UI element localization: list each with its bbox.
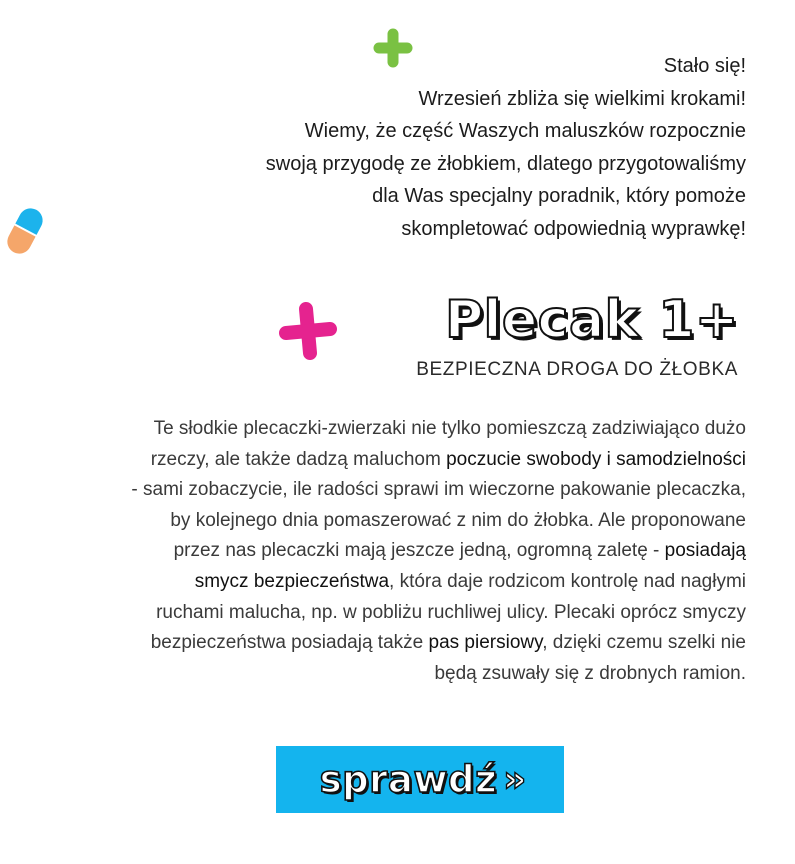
description-text: będą zsuwały się z drobnych ramion. [434,662,746,684]
description-line [26,506,746,537]
description-line [26,628,746,659]
pink-plus-icon [277,300,339,362]
description-text: ruchami malucha, np. w pobliżu ruchliwej ulicy. Plecaki oprócz smyczy [156,601,746,623]
description-text: - sami zobaczycie, ile radości sprawi im wieczorne pakowanie plecaczka, [131,479,746,501]
pill-icon [0,203,50,259]
description-text: bezpieczeństwa posiadają także [150,632,429,654]
highlight-text: pas piersiowy [428,632,543,654]
intro-line: Stało się! [663,55,746,77]
description-line [26,414,746,445]
description-text: Te słodkie plecaczki-zwierzaki nie tylko pomieszczą zadziwiająco dużo [153,418,746,439]
intro-line: Wiemy, że część Waszych maluszków rozpocznie [304,120,746,142]
description-line [26,659,746,690]
description-text: rzeczy, ale także dadzą maluchom [150,448,447,470]
description-text: by kolejnego dnia pomaszerować z nim do żłobka. Ale proponowane [170,509,746,531]
description-line [26,567,746,598]
description-line [26,598,746,629]
intro-text [106,50,746,245]
description-line [26,475,746,506]
description-line [26,445,746,476]
product-subtitle: BEZPIECZNA DROGA DO ŻŁOBKA [416,359,738,380]
description-line [26,536,746,567]
highlight-text: poczucie swobody i samodzielności [446,448,746,470]
highlight-text: posiadają [664,540,746,562]
intro-line: skompletować odpowiednią wyprawkę! [401,217,746,240]
description-text: , która daje rodzicom kontrolę nad nagłymi [389,570,746,592]
product-title: Plecak 1+ [444,290,739,350]
product-description [26,414,746,689]
description-text: , dzięki czemu szelki nie [542,632,746,654]
check-button-label: sprawdź [319,758,498,801]
check-button[interactable] [276,746,564,813]
description-text: przez nas plecaczki mają jeszcze jedną, ogromną zaletę - [173,540,665,562]
highlight-text: smycz bezpieczeństwa [194,570,390,592]
intro-line: Wrzesień zbliża się wielkimi krokami! [418,87,746,110]
intro-line: dla Was specjalny poradnik, który pomoże [372,185,746,207]
double-chevron-right-icon: » [503,759,521,800]
intro-line: swoją przygodę ze żłobkiem, dlatego przygotowaliśmy [265,152,746,175]
